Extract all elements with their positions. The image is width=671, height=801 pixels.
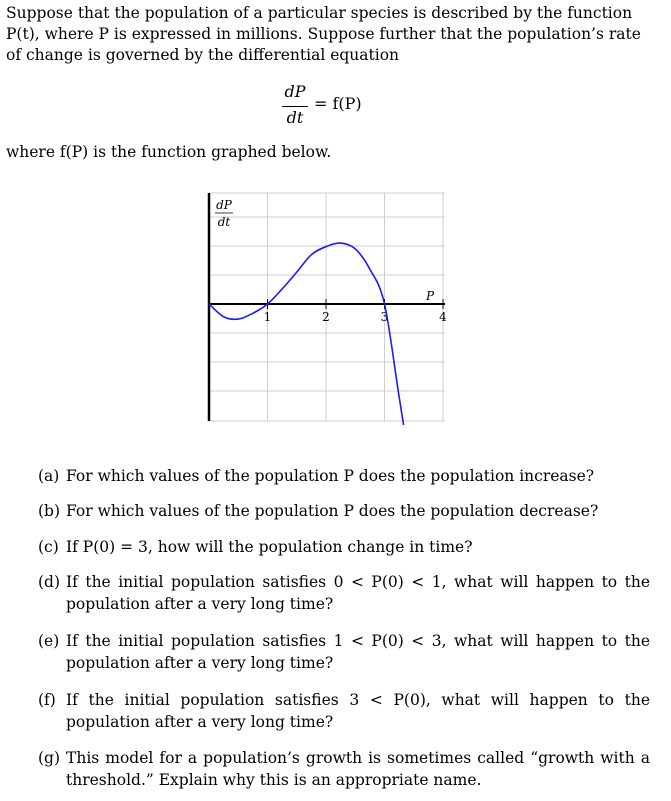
ylabel-denominator: dt <box>217 215 231 229</box>
x-tick-label: 2 <box>322 310 330 324</box>
question-text: If the initial population satisfies 3 < P(0), what will happen to the population after a very long time? <box>66 691 650 731</box>
question-text: For which values of the population P does the population decrease? <box>66 502 599 520</box>
equation-rhs: = f(P) <box>314 94 362 113</box>
ylabel-numerator: dP <box>216 198 232 212</box>
fraction-numerator: dP <box>284 82 306 101</box>
x-tick-label: 3 <box>380 310 389 324</box>
xlabel: P <box>425 289 435 303</box>
question-label: (e) <box>38 632 60 650</box>
x-tick-label: 1 <box>263 310 272 324</box>
fraction-denominator: dt <box>286 108 304 127</box>
question-text: If the initial population satisfies 0 < P(0) < 1, what will happen to the population after a very long time? <box>66 573 650 613</box>
grid <box>209 193 445 421</box>
question-label: (c) <box>38 538 59 556</box>
fraction-bar <box>282 106 308 107</box>
x-ticks <box>264 299 448 324</box>
where-text: where f(P) is the function graphed below. <box>6 143 332 161</box>
question-label: (g) <box>38 749 61 767</box>
question-label: (a) <box>38 467 60 485</box>
question-label: (d) <box>38 573 61 591</box>
intro-paragraph: Suppose that the population of a particular species is described by the function P(t), where P is expressed in millions. Suppose further that the population’s rate of change is governed by the differential equation <box>6 4 641 64</box>
question-text: This model for a population’s growth is sometimes called “growth with a threshold.” Explain why this is an appropriate name. <box>66 749 650 789</box>
question-label: (f) <box>38 691 56 709</box>
function-graph <box>205 185 450 425</box>
x-tick-label: 4 <box>439 310 447 324</box>
question-text: For which values of the population P does the population increase? <box>66 467 595 485</box>
question-text: If P(0) = 3, how will the population change in time? <box>66 538 473 556</box>
question-label: (b) <box>38 502 61 520</box>
function-curve <box>209 243 414 425</box>
question-text: If the initial population satisfies 1 < P(0) < 3, what will happen to the population after a very long time? <box>66 632 650 672</box>
